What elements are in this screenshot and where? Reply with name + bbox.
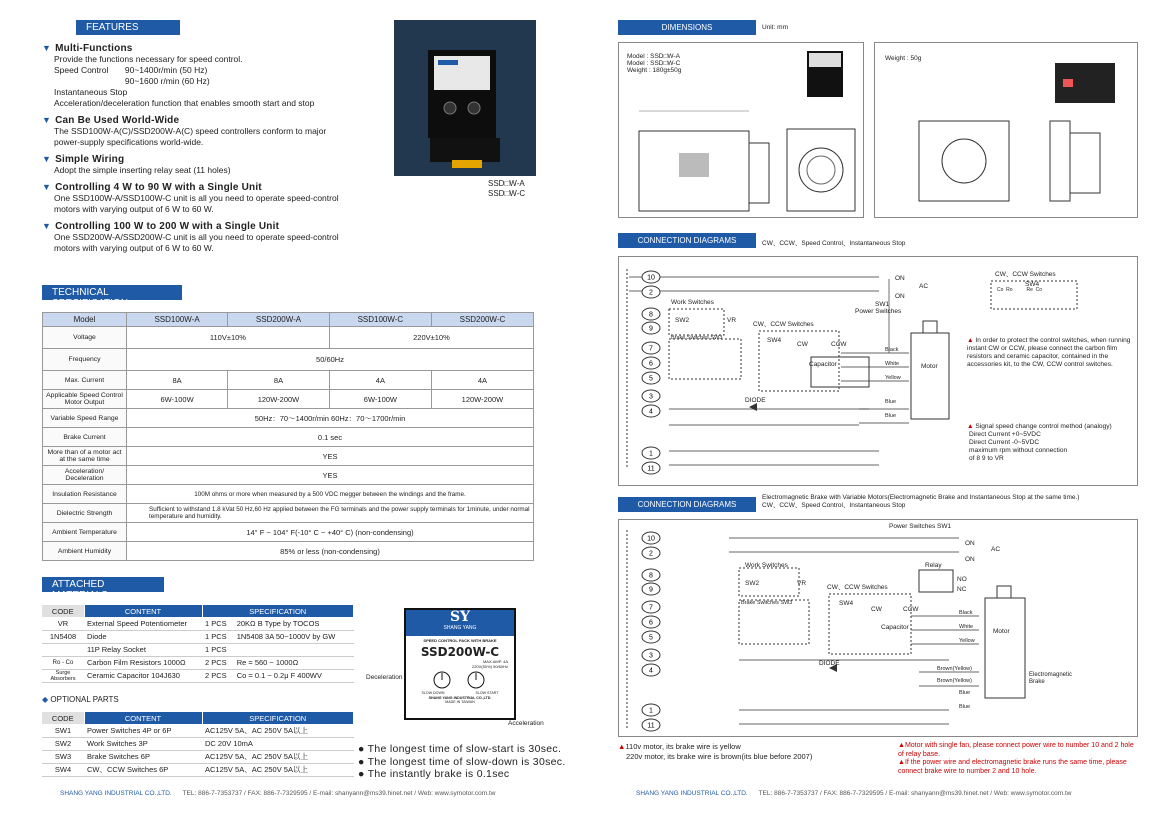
terminal-label: 4 — [649, 408, 653, 416]
connection-diagram-2: 10 2 8 9 7 6 5 3 4 1 11 Power Switches SW1 ON ON AC Work Switches SW2 VR Brake Switches SW3 CW、CCW Switches SW4 CW CCW Capacitor Relay NO NC Black White Yellow Brown(Yellow) Brown(Yellow) Blue Blue Motor DIODE Electromagnetic Brake — [618, 519, 1138, 737]
terminal-label: 2 — [649, 289, 653, 297]
connection-title-1: CW、CCW、Speed Control、Instantaneous Stop — [762, 240, 906, 247]
table-row: Voltage 110V±10% 220V±10% — [43, 327, 534, 349]
warning-icon: ▲ — [967, 423, 974, 430]
table-row: Frequency 50/60Hz — [43, 349, 534, 371]
feature-4w-90w: ▼ Controlling 4 W to 90 W with a Single Unit One SSD100W-A/SSD100W-C unit is all you need to operate speed-control motors with varying output of 6 W to 60 W. — [42, 182, 392, 215]
photo-captions: SSD□W-A SSD□W-C — [488, 179, 526, 198]
warning-icon: ▲ — [618, 742, 626, 751]
terminal-label: 8 — [649, 311, 653, 319]
feature-100w-200w: ▼ Controlling 100 W to 200 W with a Single Unit One SSD200W-A/SSD200W-C unit is all you need to operate speed-control motors with varying output of 6 W to 60 W. — [42, 221, 392, 254]
warning-icon: ▲ — [898, 742, 905, 749]
terminal-label: 11 — [647, 465, 655, 473]
dimensions-header: DIMENSIONS — [618, 20, 756, 35]
left-footer: SHANG YANG INDUSTRIAL CO.,LTD. TEL: 886-7-7353737 / FAX: 886-7-7329595 / E-mail: shanyann@ms39.hinet.net / Web: www.symotor.com.tw — [60, 790, 496, 797]
wiring-diagram-2 — [619, 520, 1137, 736]
table-row: Surge Absorbers Ceramic Capacitor 104J630 2 PCS Co = 0.1 ~ 0.2μ F 400WV — [42, 669, 354, 682]
terminal-label: 6 — [649, 360, 653, 368]
terminal-label: 7 — [649, 604, 653, 612]
table-row: VR External Speed Potentiometer 1 PCS 20KΩ B Type by TOCOS — [42, 617, 354, 630]
table-row: Ambient Humidity 85% or less (non-condensing) — [43, 542, 534, 561]
socket-dimension-drawing — [875, 43, 1139, 219]
power-wire-notes: ▲Motor with single fan, please connect power wire to number 10 and 2 hole of relay base. ▲If the power wire and electromagnetic brake runs the same time, please connect brake wire to number 2 and 10 hole. — [898, 742, 1134, 775]
features-header: FEATURES — [76, 20, 180, 35]
dimension-panel-socket: Weight : 50g — [874, 42, 1138, 218]
product-photo — [394, 20, 536, 176]
table-row: Brake Current 0.1 sec — [43, 428, 534, 447]
table-row: More than of a motor act at the same time YES — [43, 447, 534, 466]
unit-label: Unit: mm — [762, 24, 788, 31]
table-row: SW2 Work Switches 3P DC 20V 10mA — [42, 737, 354, 750]
table-row: Max. Current 8A 8A 4A 4A — [43, 371, 534, 390]
table-row: 1N5408 Diode 1 PCS 1N5408 3A 50~1000V by GW — [42, 630, 354, 643]
terminal-label: 2 — [649, 550, 653, 558]
terminal-label: 1 — [649, 707, 653, 715]
terminal-label: 3 — [649, 393, 653, 401]
attached-header: ATTACHED MATERIALS — [42, 577, 164, 592]
features-list — [42, 43, 392, 254]
terminal-label: 4 — [649, 667, 653, 675]
knobs-icon — [406, 669, 514, 691]
terminal-label: 3 — [649, 652, 653, 660]
terminal-label: 11 — [647, 722, 655, 730]
table-row: CODE CONTENT SPECIFICATION — [42, 712, 354, 724]
table-row: Acceleration/ Deceleration YES — [43, 466, 534, 485]
table-row: Applicable Speed Control Motor Output 6W-100W 120W-200W 6W-100W 120W-200W — [43, 390, 534, 409]
terminal-label: 10 — [647, 535, 655, 543]
feature-multi: ▼ Multi-Functions Provide the functions necessary for speed control. Speed Control 90~1400r/min (50 Hz) 90~1600 r/min (60 Hz) Instantaneous Stop Acceleration/deceleration function that enables smooth start and stop — [42, 43, 392, 109]
attached-table — [42, 605, 354, 683]
terminal-label: 1 — [649, 450, 653, 458]
terminal-label: 7 — [649, 345, 653, 353]
note-protect: ▲ In order to protect the control switches, when running instant CW or CCW, please connect the carbon film resistors and ceramic capacitor, contained in the accessories kit, to the CW, CCW control switches. — [967, 337, 1131, 368]
table-row: CODE CONTENT SPECIFICATION — [42, 605, 354, 617]
table-row: Variable Speed Range 50Hz：70～1400r/min 60Hz：70～1700r/min — [43, 409, 534, 428]
right-footer: SHANG YANG INDUSTRIAL CO.,LTD. TEL: 886-7-7353737 / FAX: 886-7-7329595 / E-mail: shanyann@ms39.hinet.net / Web: www.symotor.com.tw — [636, 790, 1072, 797]
table-row: Dielectric Strength Sufficient to withstand 1.8 kVat 50 Hz,60 Hz applied between the FG terminals and the power supply terminals for 1minute, under normal temperature and humidity. — [43, 504, 534, 523]
terminal-label: 6 — [649, 619, 653, 627]
warning-icon: ▲ — [898, 759, 905, 766]
warning-icon: ▲ — [967, 337, 974, 344]
terminals-2 — [642, 532, 660, 731]
connection-header-1: CONNECTION DIAGRAMS — [618, 233, 756, 248]
feature-worldwide: ▼ Can Be Used World-Wide The SSD100W-A(C)/SSD200W-A(C) speed controllers conform to major power-supply specifications world-wide. — [42, 115, 392, 148]
controller-photo-icon — [394, 20, 536, 176]
table-row: SW3 Brake Switches 6P AC125V 5A、AC 250V 5A以上 — [42, 750, 354, 763]
spec-table — [42, 312, 534, 561]
terminal-label: 5 — [649, 375, 653, 383]
feature-wiring: ▼ Simple Wiring Adopt the simple inserting relay seat (11 holes) — [42, 154, 392, 176]
tech-spec-header: TECHNICAL SPECIFICATION — [42, 285, 182, 300]
note-signal: ▲ Signal speed change control method (analogy) Direct Current +0~5VDC Direct Current -0~5VDC maximum rpm without connection of 8 9 to VR — [967, 423, 1112, 462]
brake-wire-notes: ▲110v motor, its brake wire is yellow 220v motor, its brake wire is brown(its blue before 2007) — [618, 742, 813, 761]
connection-header-2: CONNECTION DIAGRAMS — [618, 497, 756, 512]
terminal-label: 8 — [649, 572, 653, 580]
diamond-icon: ◆ — [42, 695, 49, 704]
table-row: Ro - Co Carbon Film Resistors 1000Ω 2 PCS Re = 560 ~ 1000Ω — [42, 656, 354, 669]
table-row: Insulation Resistance 100M ohms or more when measured by a 500 VDC megger between the windings and the frame. — [43, 485, 534, 504]
terminals-1 — [642, 271, 660, 474]
timing-notes: ● The longest time of slow-start is 30sec. ● The longest time of slow-down is 30sec. ● The instantly brake is 0.1sec — [358, 743, 566, 780]
table-row: SW1 Power Switches 4P or 6P AC125V 5A、AC 250V 5A以上 — [42, 724, 354, 737]
device-face: SY SHANG YANG SPEED CONTROL PACK WITH BRAKE SSD200W-C MAX.AMP. 4A 220V(50%) 50/60Hz SLOW DOWN SLOW START SHANG YANG INDUSTRIAL CO.,LTD. MADE IN TAIWAN — [404, 608, 516, 720]
table-row: SW4 CW、CCW Switches 6P AC125V 5A、AC 250V 5A以上 — [42, 763, 354, 776]
table-row: Ambient Temperature 14° F ~ 104° F(-10° C ~ +40° C) (non-condensing) — [43, 523, 534, 542]
device-header: SY SHANG YANG — [406, 610, 514, 636]
terminal-label: 9 — [649, 325, 653, 333]
label-acceleration: Acceleration — [508, 720, 544, 727]
terminal-label: 10 — [647, 274, 655, 282]
terminal-label: 9 — [649, 586, 653, 594]
table-row: Model SSD100W-A SSD200W-A SSD100W-C SSD200W-C — [43, 313, 534, 327]
connection-diagram-1: 10 2 8 9 7 6 5 3 4 1 11 ON ON AC SW1 Power Switches Work Switches SW2 VR Brake Switches SW3 CW、CCW Switches SW4 CW CCW Capacitor Black White Yellow Blue Blue Motor DIODE CW、CCW Switches SW4 Co Ro Re Co ▲ In order to protect the control switches, when running instant CW or CCW, please connect the carbon film resistors and ceramic capacitor, contained in the accessories kit, to the CW, CCW control switches. ▲ Signal speed change control method (analogy) Direct Current +0~5VDC Direct Current -0~5VDC maximum rpm without connection of 8 9 to VR — [618, 256, 1138, 486]
dimension-panel-controller: Model : SSD□W-A Model : SSD□W-C Weight : 180g±50g — [618, 42, 864, 218]
optional-header: ◆ OPTIONAL PARTS — [42, 695, 119, 704]
terminal-label: 5 — [649, 634, 653, 642]
connection-title-2: Electromagnetic Brake with Variable Motors(Electromagnetic Brake and Instantaneous Stop at the same time.) CW、CCW、Speed Control、Instantaneous Stop — [762, 494, 1080, 509]
optional-table — [42, 712, 354, 777]
table-row: 11P Relay Socket 1 PCS — [42, 643, 354, 656]
label-deceleration: Deceleration — [366, 674, 403, 681]
